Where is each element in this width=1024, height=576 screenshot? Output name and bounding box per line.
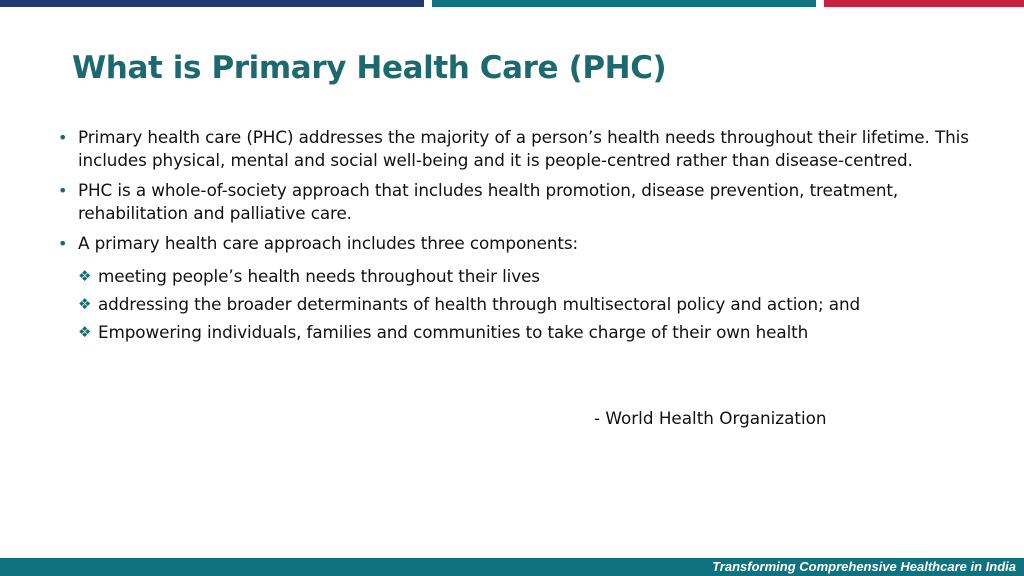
component-text: addressing the broader determinants of health through multisectoral policy and action; and <box>98 294 861 314</box>
component-item <box>78 290 976 318</box>
top-accent-bar-red <box>824 0 1024 7</box>
bullet-dot-icon: • <box>58 234 68 253</box>
footer-tagline: Transforming Comprehensive Healthcare in India <box>712 559 1016 574</box>
bullet-text: Primary health care (PHC) addresses the majority of a person’s health needs throughout their lifetime. This includes physical, mental and social well-being and it is people-centred rather than disease-centred. <box>78 127 969 170</box>
slide-title: What is Primary Health Care (PHC) <box>72 50 667 86</box>
components-list <box>56 262 976 346</box>
component-item <box>78 318 976 346</box>
top-accent-bar-navy <box>0 0 424 7</box>
component-item <box>78 262 976 290</box>
attribution: - World Health Organization <box>594 408 827 428</box>
bullet-item <box>56 232 976 255</box>
bullet-item <box>56 126 976 172</box>
footer-bar <box>0 558 1024 576</box>
bullet-dot-icon: • <box>58 128 68 147</box>
bullet-item <box>56 179 976 225</box>
slide-content <box>56 126 976 346</box>
bullet-text: PHC is a whole-of-society approach that includes health promotion, disease prevention, treatment, rehabilitation and palliative care. <box>78 180 899 223</box>
bullet-text: A primary health care approach includes three components: <box>78 233 579 253</box>
bullet-dot-icon: • <box>58 181 68 200</box>
diamond-bullet-icon: ❖ <box>78 267 92 285</box>
diamond-bullet-icon: ❖ <box>78 295 92 313</box>
component-text: Empowering individuals, families and communities to take charge of their own health <box>98 322 809 342</box>
top-accent-bar-teal <box>432 0 816 7</box>
diamond-bullet-icon: ❖ <box>78 323 92 341</box>
component-text: meeting people’s health needs throughout their lives <box>98 266 540 286</box>
